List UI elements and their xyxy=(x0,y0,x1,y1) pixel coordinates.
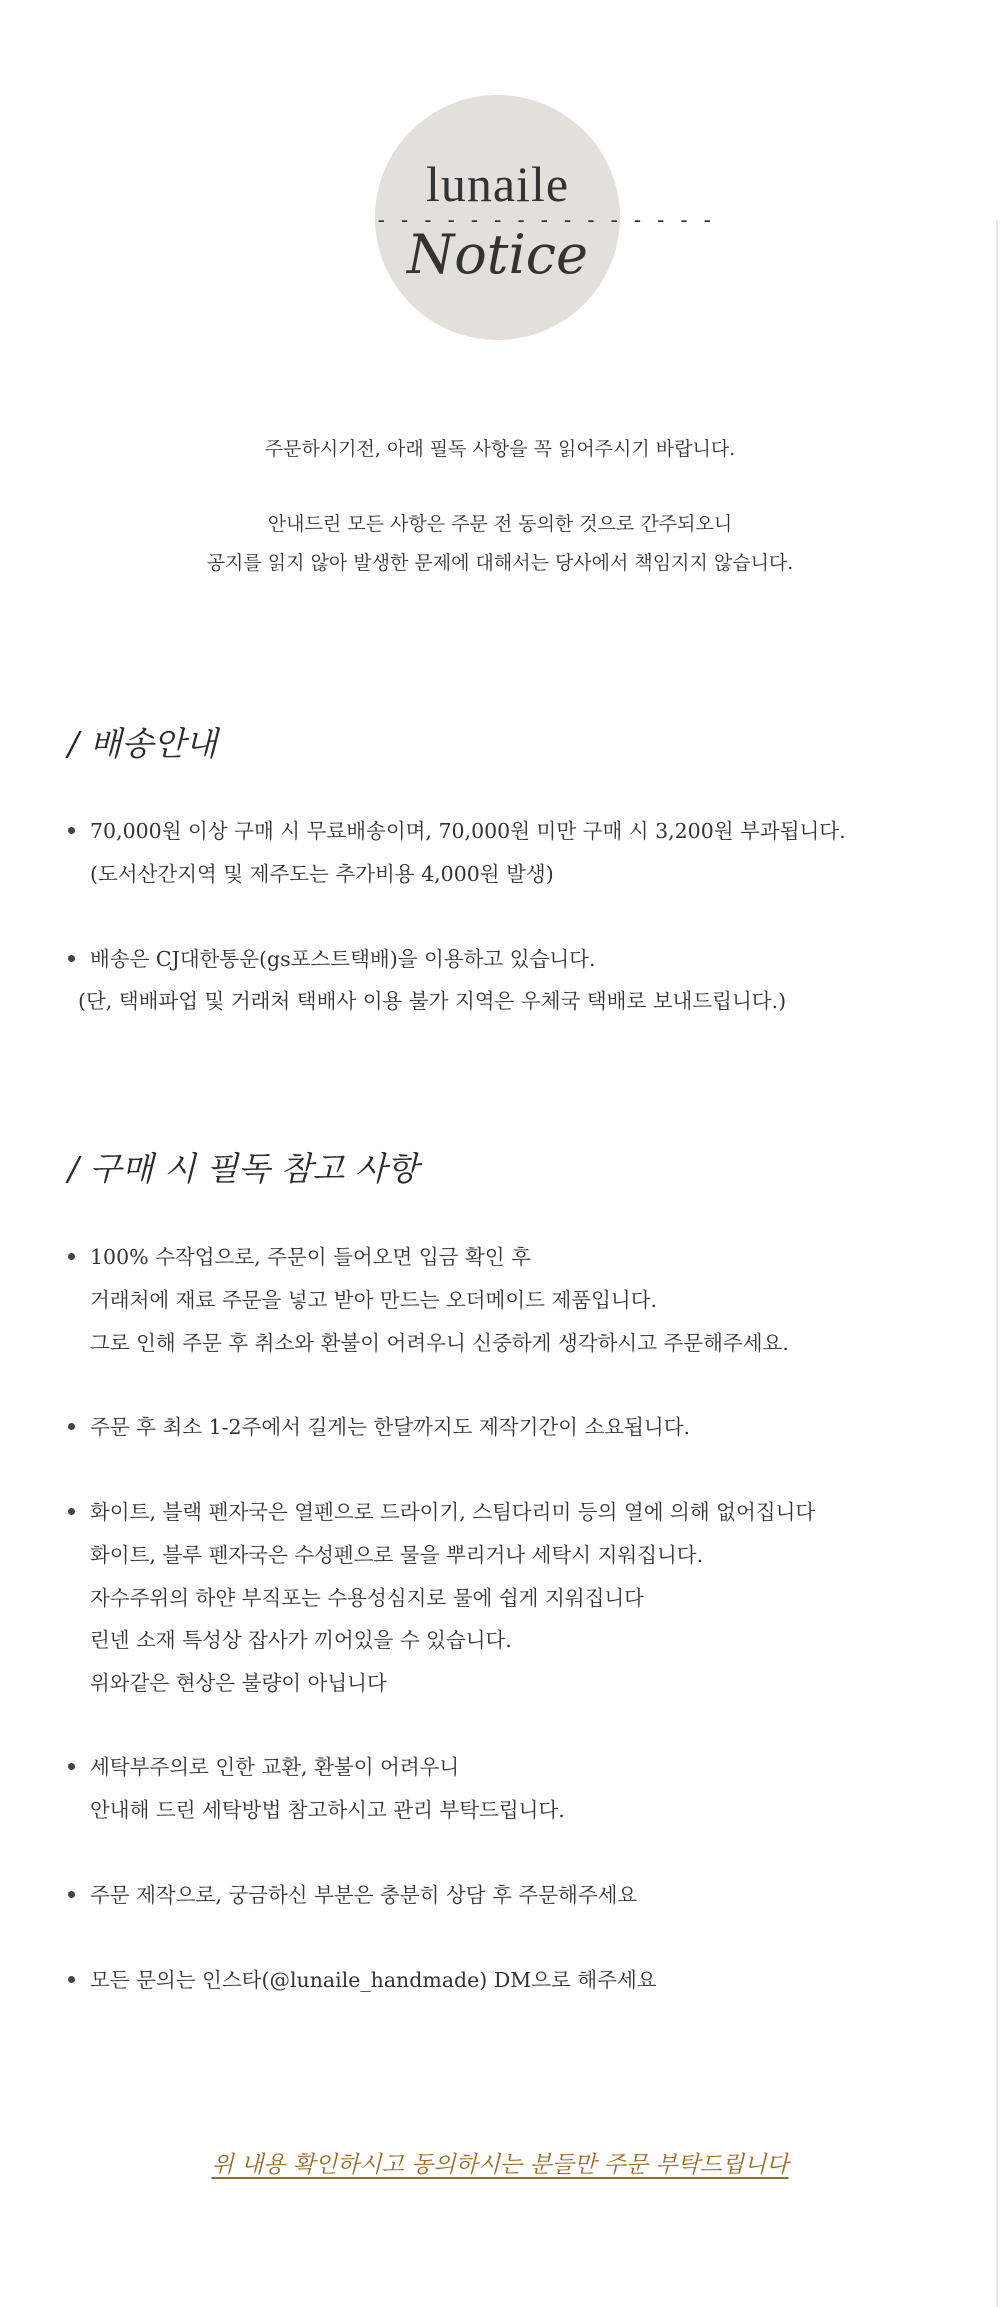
purchase-item-2-line-1: 주문 후 최소 1-2주에서 길게는 한달까지도 제작기간이 소요됩니다. xyxy=(90,1415,691,1439)
purchase-item-3-line-4: 린넨 소재 특성상 잡사가 끼어있을 수 있습니다. xyxy=(90,1628,512,1652)
purchase-item-5-line-1: 주문 제작으로, 궁금하신 부분은 충분히 상담 후 주문해주세요 xyxy=(90,1883,638,1907)
logo-brand-name: lunaile xyxy=(425,156,570,212)
purchase-heading: / 구매 시 필독 참고 사항 xyxy=(68,1149,419,1188)
shipping-item-1-line-2: (도서산간지역 및 제주도는 추가비용 4,000원 발생) xyxy=(90,862,554,886)
bullet-marker xyxy=(68,1253,75,1260)
bullet-marker xyxy=(68,1976,75,1983)
bullet-marker xyxy=(68,827,75,834)
bullet-marker xyxy=(68,955,75,962)
closing-notice: 위 내용 확인하시고 동의하시는 분들만 주문 부탁드립니다 xyxy=(211,2152,789,2178)
bullet-marker xyxy=(68,1763,75,1770)
brand-logo-circle xyxy=(375,95,713,340)
intro-line-1: 주문하시기전, 아래 필독 사항을 꼭 읽어주시기 바랍니다. xyxy=(264,438,736,460)
bullet-marker xyxy=(68,1508,75,1515)
logo-notice-word: Notice xyxy=(407,223,588,286)
purchase-item-1-line-1: 100% 수작업으로, 주문이 들어오면 입금 확인 후 xyxy=(90,1245,531,1269)
intro-line-2: 안내드린 모든 사항은 주문 전 동의한 것으로 간주되오니 xyxy=(267,513,733,535)
intro-line-3: 공지를 읽지 않아 발생한 문제에 대해서는 당사에서 책임지지 않습니다. xyxy=(206,552,794,574)
purchase-item-3-line-1: 화이트, 블랙 펜자국은 열펜으로 드라이기, 스팀다리미 등의 열에 의해 없어집니다 xyxy=(90,1500,816,1524)
purchase-item-1-line-2: 거래처에 재료 주문을 넣고 받아 만드는 오더메이드 제품입니다. xyxy=(90,1288,658,1312)
shipping-heading: / 배송안내 xyxy=(68,724,218,763)
purchase-item-3-line-5: 위와같은 현상은 불량이 아닙니다 xyxy=(90,1671,387,1695)
purchase-item-6-line-1: 모든 문의는 인스타(@lunaile_handmade) DM으로 해주세요 xyxy=(90,1968,657,1992)
purchase-item-3-line-2: 화이트, 블루 펜자국은 수성펜으로 물을 뿌리거나 세탁시 지워집니다. xyxy=(90,1543,704,1567)
shipping-item-1-line-1: 70,000원 이상 구매 시 무료배송이며, 70,000원 미만 구매 시 3,200원 부과됩니다. xyxy=(90,819,846,843)
shipping-item-2-line-1: 배송은 CJ대한통운(gs포스트택배)을 이용하고 있습니다. xyxy=(90,947,596,971)
bullet-marker xyxy=(68,1423,75,1430)
purchase-item-4-line-2: 안내해 드린 세탁방법 참고하시고 관리 부탁드립니다. xyxy=(90,1798,565,1822)
purchase-item-4-line-1: 세탁부주의로 인한 교환, 환불이 어려우니 xyxy=(90,1755,460,1779)
purchase-item-1-line-3: 그로 인해 주문 후 취소와 환불이 어려우니 신중하게 생각하시고 주문해주세요. xyxy=(90,1331,789,1355)
shipping-item-2-line-2: (단, 택배파업 및 거래처 택배사 이용 불가 지역은 우체국 택배로 보내드립니다.) xyxy=(78,989,787,1013)
purchase-item-3-line-3: 자수주위의 하얀 부직포는 수용성심지로 물에 쉽게 지워집니다 xyxy=(90,1586,644,1610)
bullet-marker xyxy=(68,1891,75,1898)
logo-dashed-divider: - - - - - - - - - - - - - - - xyxy=(375,208,713,232)
